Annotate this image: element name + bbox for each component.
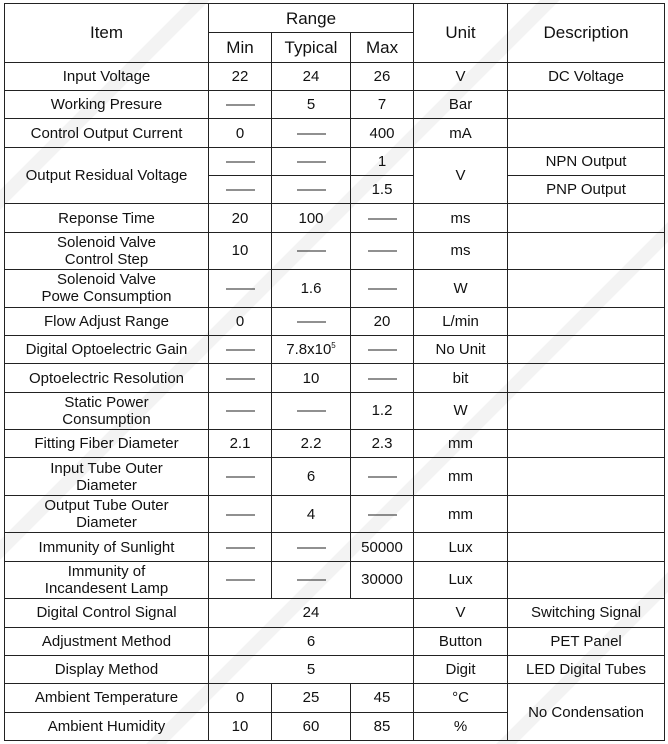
max-cell: —— xyxy=(351,232,414,269)
item-cell: Optoelectric Resolution xyxy=(5,364,209,392)
item-cell xyxy=(5,232,209,269)
unit-cell: Button xyxy=(414,627,508,655)
typical-cell: 100 xyxy=(272,204,351,232)
item-line: Input Tube Outer xyxy=(50,459,163,477)
table-row xyxy=(5,91,665,119)
table-row xyxy=(5,392,665,429)
typical-cell: 10 xyxy=(272,364,351,392)
gain-base: 7.8x10 xyxy=(286,341,332,359)
value-cell: 5 xyxy=(209,655,414,683)
table-row xyxy=(5,62,665,90)
table-row xyxy=(5,430,665,458)
min-cell: —— xyxy=(209,495,272,532)
description-cell xyxy=(508,204,665,232)
typical-cell: —— xyxy=(272,232,351,269)
unit-cell: ms xyxy=(414,232,508,269)
min-cell: —— xyxy=(209,91,272,119)
item-cell: Digital Control Signal xyxy=(5,599,209,627)
max-cell: 45 xyxy=(351,684,414,712)
unit-cell: mm xyxy=(414,458,508,495)
typical-cell: —— xyxy=(272,533,351,561)
description-cell xyxy=(508,533,665,561)
typical-cell: —— xyxy=(272,307,351,335)
description-cell: PNP Output xyxy=(508,176,665,204)
table-row xyxy=(5,684,665,712)
min-cell: 10 xyxy=(209,712,272,740)
header-item: Item xyxy=(5,4,209,63)
item-cell: Control Output Current xyxy=(5,119,209,147)
max-cell: 1.5 xyxy=(351,176,414,204)
min-cell: —— xyxy=(209,392,272,429)
item-cell: Output Residual Voltage xyxy=(5,147,209,204)
table-row xyxy=(5,336,665,364)
min-cell: 0 xyxy=(209,307,272,335)
item-cell xyxy=(5,495,209,532)
description-cell xyxy=(508,119,665,147)
table-row xyxy=(5,204,665,232)
typical-cell: 6 xyxy=(272,458,351,495)
min-cell: 2.1 xyxy=(209,430,272,458)
item-line: Control Step xyxy=(64,250,149,268)
description-cell xyxy=(508,364,665,392)
max-cell: 30000 xyxy=(351,561,414,598)
max-cell: 2.3 xyxy=(351,430,414,458)
description-cell xyxy=(508,232,665,269)
unit-cell: W xyxy=(414,270,508,307)
unit-cell: L/min xyxy=(414,307,508,335)
typical-cell: 25 xyxy=(272,684,351,712)
min-cell: 22 xyxy=(209,62,272,90)
unit-cell: bit xyxy=(414,364,508,392)
min-cell: —— xyxy=(209,176,272,204)
item-cell xyxy=(5,392,209,429)
unit-cell: Digit xyxy=(414,655,508,683)
min-cell: —— xyxy=(209,364,272,392)
table-row xyxy=(5,561,665,598)
description-cell: PET Panel xyxy=(508,627,665,655)
min-cell: 0 xyxy=(209,684,272,712)
unit-cell: mA xyxy=(414,119,508,147)
unit-cell: V xyxy=(414,599,508,627)
table-row xyxy=(5,458,665,495)
header-row-1 xyxy=(5,4,665,33)
specification-table xyxy=(4,3,665,741)
max-cell: 85 xyxy=(351,712,414,740)
max-cell: —— xyxy=(351,270,414,307)
value-cell: 6 xyxy=(209,627,414,655)
min-cell: 20 xyxy=(209,204,272,232)
item-line: Incandesent Lamp xyxy=(44,579,169,597)
min-cell: —— xyxy=(209,458,272,495)
table-row xyxy=(5,364,665,392)
description-cell xyxy=(508,495,665,532)
header-range: Range xyxy=(209,4,414,33)
max-cell: —— xyxy=(351,458,414,495)
description-cell xyxy=(508,561,665,598)
description-cell xyxy=(508,392,665,429)
item-line: Diameter xyxy=(76,514,137,532)
item-cell: Input Voltage xyxy=(5,62,209,90)
gain-exponent: 5 xyxy=(331,341,336,351)
item-cell: Ambient Temperature xyxy=(5,684,209,712)
unit-cell: W xyxy=(414,392,508,429)
table-row xyxy=(5,119,665,147)
max-cell: 26 xyxy=(351,62,414,90)
typical-cell: —— xyxy=(272,176,351,204)
table-row xyxy=(5,307,665,335)
item-line: Diameter xyxy=(76,476,137,494)
max-cell: 20 xyxy=(351,307,414,335)
item-cell: Display Method xyxy=(5,655,209,683)
typical-cell: —— xyxy=(272,392,351,429)
description-cell: LED Digital Tubes xyxy=(508,655,665,683)
max-cell: —— xyxy=(351,364,414,392)
description-cell xyxy=(508,336,665,364)
description-cell: No Condensation xyxy=(508,684,665,741)
typical-cell: —— xyxy=(272,119,351,147)
header-min: Min xyxy=(209,33,272,62)
table-row xyxy=(5,495,665,532)
unit-cell: ms xyxy=(414,204,508,232)
item-cell: Flow Adjust Range xyxy=(5,307,209,335)
table-row xyxy=(5,533,665,561)
item-cell xyxy=(5,270,209,307)
description-cell xyxy=(508,458,665,495)
max-cell: 400 xyxy=(351,119,414,147)
min-cell: —— xyxy=(209,561,272,598)
table-row xyxy=(5,627,665,655)
typical-cell: 2.2 xyxy=(272,430,351,458)
item-line: Solenoid Valve xyxy=(57,271,156,289)
max-cell: —— xyxy=(351,495,414,532)
item-cell: Fitting Fiber Diameter xyxy=(5,430,209,458)
description-cell xyxy=(508,307,665,335)
item-line: Output Tube Outer xyxy=(44,497,169,515)
max-cell: —— xyxy=(351,204,414,232)
item-cell: Reponse Time xyxy=(5,204,209,232)
typical-cell: 60 xyxy=(272,712,351,740)
max-cell: —— xyxy=(351,336,414,364)
min-cell: 10 xyxy=(209,232,272,269)
typical-cell: —— xyxy=(272,561,351,598)
max-cell: 1.2 xyxy=(351,392,414,429)
min-cell: —— xyxy=(209,147,272,175)
header-unit: Unit xyxy=(414,4,508,63)
unit-cell: % xyxy=(414,712,508,740)
description-cell: NPN Output xyxy=(508,147,665,175)
min-cell: 0 xyxy=(209,119,272,147)
item-line: Immunity of xyxy=(67,562,146,580)
header-typical: Typical xyxy=(272,33,351,62)
table-row xyxy=(5,270,665,307)
description-cell xyxy=(508,91,665,119)
value-cell: 24 xyxy=(209,599,414,627)
typical-cell: 5 xyxy=(272,91,351,119)
description-cell xyxy=(508,430,665,458)
max-cell: 50000 xyxy=(351,533,414,561)
unit-cell: No Unit xyxy=(414,336,508,364)
unit-cell: °C xyxy=(414,684,508,712)
unit-cell: mm xyxy=(414,495,508,532)
item-cell: Digital Optoelectric Gain xyxy=(5,336,209,364)
typical-cell: 1.6 xyxy=(272,270,351,307)
min-cell: —— xyxy=(209,336,272,364)
unit-cell: V xyxy=(414,147,508,204)
unit-cell: Lux xyxy=(414,533,508,561)
header-description: Description xyxy=(508,4,665,63)
item-cell xyxy=(5,561,209,598)
table-row xyxy=(5,655,665,683)
max-cell: 7 xyxy=(351,91,414,119)
item-cell: Adjustment Method xyxy=(5,627,209,655)
item-line: Powe Consumption xyxy=(41,288,172,306)
table-row xyxy=(5,147,665,175)
unit-cell: Bar xyxy=(414,91,508,119)
item-cell xyxy=(5,458,209,495)
typical-cell xyxy=(272,336,351,364)
item-line: Static Power xyxy=(64,393,149,411)
description-cell xyxy=(508,270,665,307)
item-line: Consumption xyxy=(62,410,151,428)
description-cell: Switching Signal xyxy=(508,599,665,627)
item-cell: Immunity of Sunlight xyxy=(5,533,209,561)
unit-cell: V xyxy=(414,62,508,90)
table-row xyxy=(5,232,665,269)
typical-cell: —— xyxy=(272,147,351,175)
item-cell: Working Presure xyxy=(5,91,209,119)
item-cell: Ambient Humidity xyxy=(5,712,209,740)
description-cell: DC Voltage xyxy=(508,62,665,90)
item-line: Solenoid Valve xyxy=(57,233,156,251)
min-cell: —— xyxy=(209,533,272,561)
typical-cell: 4 xyxy=(272,495,351,532)
table-row xyxy=(5,599,665,627)
max-cell: 1 xyxy=(351,147,414,175)
unit-cell: mm xyxy=(414,430,508,458)
unit-cell: Lux xyxy=(414,561,508,598)
typical-cell: 24 xyxy=(272,62,351,90)
min-cell: —— xyxy=(209,270,272,307)
header-max: Max xyxy=(351,33,414,62)
